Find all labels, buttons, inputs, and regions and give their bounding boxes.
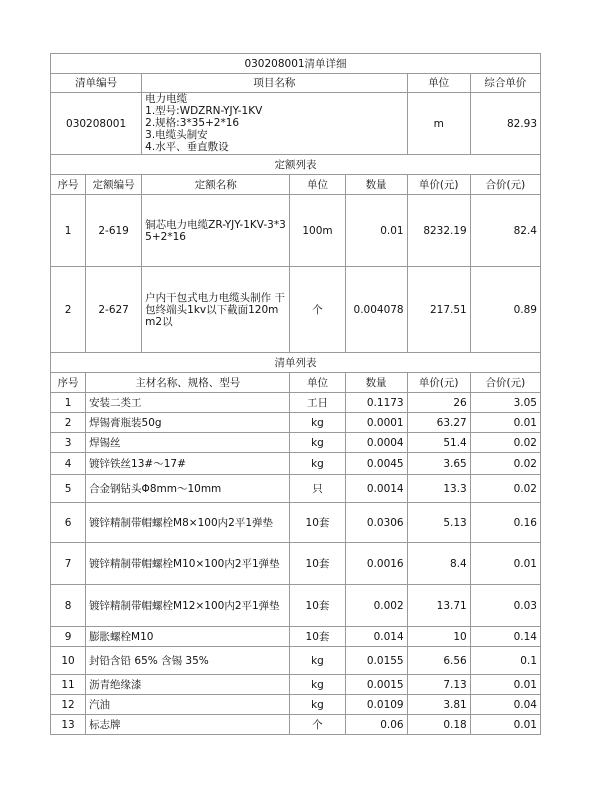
material-row	[51, 413, 541, 433]
material-section-title: 清单列表	[51, 353, 541, 373]
material-row-unit: kg	[290, 695, 345, 715]
material-row	[51, 543, 541, 585]
quota-row-unit: 100m	[290, 195, 345, 267]
quota-row-price: 8232.19	[407, 195, 470, 267]
material-row-total: 0.01	[470, 413, 540, 433]
material-row	[51, 647, 541, 675]
quota-header-name: 定额名称	[142, 175, 290, 195]
material-row-name: 焊锡膏瓶装50g	[86, 413, 290, 433]
material-row-total: 0.03	[470, 585, 540, 627]
material-header-qty: 数量	[345, 373, 407, 393]
quota-row	[51, 267, 541, 353]
material-row-no: 2	[51, 413, 86, 433]
material-header-row	[51, 373, 541, 393]
material-row-no: 1	[51, 393, 86, 413]
material-row-price: 10	[407, 627, 470, 647]
quota-header-no: 序号	[51, 175, 86, 195]
material-row-no: 13	[51, 715, 86, 735]
material-row-qty: 0.0306	[345, 503, 407, 543]
material-row-price: 13.71	[407, 585, 470, 627]
quota-header-qty: 数量	[345, 175, 407, 195]
material-row-unit: kg	[290, 647, 345, 675]
material-header-price: 单价(元)	[407, 373, 470, 393]
material-row-no: 7	[51, 543, 86, 585]
material-row-qty: 0.0016	[345, 543, 407, 585]
list-item-unit: m	[407, 93, 470, 155]
material-row	[51, 433, 541, 453]
material-row-no: 9	[51, 627, 86, 647]
material-row	[51, 503, 541, 543]
material-row-price: 3.65	[407, 453, 470, 475]
material-row-price: 13.3	[407, 475, 470, 503]
material-row-name: 镀锌精制带帽螺栓M12×100内2平1弹垫	[86, 585, 290, 627]
material-row-qty: 0.0015	[345, 675, 407, 695]
list-item-name-line: 1.型号:WDZRN-YJY-1KV	[145, 105, 263, 117]
material-row-price: 8.4	[407, 543, 470, 585]
material-row-qty: 0.0014	[345, 475, 407, 503]
material-row	[51, 695, 541, 715]
quota-row-no: 2	[51, 267, 86, 353]
material-row-price: 7.13	[407, 675, 470, 695]
material-row-price: 51.4	[407, 433, 470, 453]
material-row-total: 0.16	[470, 503, 540, 543]
material-row-price: 63.27	[407, 413, 470, 433]
material-row-no: 10	[51, 647, 86, 675]
material-row-total: 3.05	[470, 393, 540, 413]
quota-header-row	[51, 175, 541, 195]
material-row-price: 6.56	[407, 647, 470, 675]
material-row-qty: 0.0109	[345, 695, 407, 715]
quota-row-name: 户内干包式电力电缆头制作 干包终端头1kv以下截面120mm2以	[142, 267, 290, 353]
bill-detail-table	[50, 53, 541, 735]
quota-row-name: 铜芯电力电缆ZR-YJY-1KV-3*35+2*16	[142, 195, 290, 267]
quota-row-qty: 0.004078	[345, 267, 407, 353]
material-row-qty: 0.0045	[345, 453, 407, 475]
material-row-total: 0.02	[470, 453, 540, 475]
material-row-name: 镀锌精制带帽螺栓M8×100内2平1弹垫	[86, 503, 290, 543]
material-row	[51, 627, 541, 647]
list-item-code: 030208001	[51, 93, 142, 155]
material-row-price: 5.13	[407, 503, 470, 543]
material-row-no: 6	[51, 503, 86, 543]
material-row-no: 11	[51, 675, 86, 695]
material-row-no: 5	[51, 475, 86, 503]
material-row-unit: 10套	[290, 585, 345, 627]
material-row-qty: 0.014	[345, 627, 407, 647]
list-item-row	[51, 93, 541, 155]
material-row	[51, 475, 541, 503]
material-row-price: 26	[407, 393, 470, 413]
material-row-total: 0.01	[470, 543, 540, 585]
list-item-price: 82.93	[470, 93, 540, 155]
material-row-no: 4	[51, 453, 86, 475]
material-row-name: 膨胀螺栓M10	[86, 627, 290, 647]
material-row-unit: 只	[290, 475, 345, 503]
material-row-qty: 0.06	[345, 715, 407, 735]
material-row	[51, 715, 541, 735]
list-header-row	[51, 74, 541, 93]
material-row	[51, 675, 541, 695]
material-row-name: 沥青绝缘漆	[86, 675, 290, 695]
list-item-name	[142, 93, 407, 155]
material-row-unit: kg	[290, 413, 345, 433]
material-row-unit: 10套	[290, 627, 345, 647]
material-row-qty: 0.0155	[345, 647, 407, 675]
material-row-total: 0.01	[470, 715, 540, 735]
material-header-unit: 单位	[290, 373, 345, 393]
material-row-unit: 工日	[290, 393, 345, 413]
material-row-total: 0.02	[470, 475, 540, 503]
quota-row-no: 1	[51, 195, 86, 267]
material-row-qty: 0.0004	[345, 433, 407, 453]
material-row-name: 封铅含铅 65% 含锡 35%	[86, 647, 290, 675]
quota-section-title: 定额列表	[51, 155, 541, 175]
material-row-name: 镀锌精制带帽螺栓M10×100内2平1弹垫	[86, 543, 290, 585]
material-row-unit: kg	[290, 675, 345, 695]
quota-row-total: 82.4	[470, 195, 540, 267]
quota-row-price: 217.51	[407, 267, 470, 353]
material-row-qty: 0.002	[345, 585, 407, 627]
material-row-name: 焊锡丝	[86, 433, 290, 453]
list-price-header: 综合单价	[470, 74, 540, 93]
quota-header-total: 合价(元)	[470, 175, 540, 195]
material-header-total: 合价(元)	[470, 373, 540, 393]
quota-header-unit: 单位	[290, 175, 345, 195]
list-item-name-line: 2.规格:3*35+2*16	[145, 117, 240, 129]
list-name-header: 项目名称	[142, 74, 407, 93]
material-list	[51, 393, 541, 735]
material-row-name: 标志牌	[86, 715, 290, 735]
quota-row-code: 2-619	[86, 195, 142, 267]
material-row-unit: kg	[290, 433, 345, 453]
list-item-name-line: 电力电缆	[145, 93, 188, 105]
material-row-total: 0.04	[470, 695, 540, 715]
material-row	[51, 453, 541, 475]
list-code-header: 清单编号	[51, 74, 142, 93]
material-row-unit: kg	[290, 453, 345, 475]
material-row-no: 12	[51, 695, 86, 715]
list-unit-header: 单位	[407, 74, 470, 93]
material-row	[51, 393, 541, 413]
material-row-total: 0.1	[470, 647, 540, 675]
quota-header-code: 定额编号	[86, 175, 142, 195]
quota-header-price: 单价(元)	[407, 175, 470, 195]
material-row	[51, 585, 541, 627]
quota-row-total: 0.89	[470, 267, 540, 353]
material-row-total: 0.01	[470, 675, 540, 695]
list-item-name-line: 4.水平、垂直敷设	[145, 141, 229, 153]
quota-row-unit: 个	[290, 267, 345, 353]
material-header-no: 序号	[51, 373, 86, 393]
list-item-name-line: 3.电缆头制安	[145, 129, 208, 141]
quota-row-code: 2-627	[86, 267, 142, 353]
material-row-name: 安装二类工	[86, 393, 290, 413]
material-row-total: 0.14	[470, 627, 540, 647]
material-row-no: 3	[51, 433, 86, 453]
material-row-total: 0.02	[470, 433, 540, 453]
material-row-unit: 10套	[290, 503, 345, 543]
material-row-qty: 0.0001	[345, 413, 407, 433]
material-row-price: 3.81	[407, 695, 470, 715]
material-row-name: 镀锌铁丝13#～17#	[86, 453, 290, 475]
material-row-qty: 0.1173	[345, 393, 407, 413]
quota-row	[51, 195, 541, 267]
quota-row-qty: 0.01	[345, 195, 407, 267]
material-row-unit: 个	[290, 715, 345, 735]
material-header-name: 主材名称、规格、型号	[86, 373, 290, 393]
material-row-no: 8	[51, 585, 86, 627]
material-row-price: 0.18	[407, 715, 470, 735]
material-row-unit: 10套	[290, 543, 345, 585]
sheet-title: 030208001清单详细	[51, 54, 541, 74]
material-row-name: 汽油	[86, 695, 290, 715]
material-row-name: 合金钢钻头Φ8mm～10mm	[86, 475, 290, 503]
